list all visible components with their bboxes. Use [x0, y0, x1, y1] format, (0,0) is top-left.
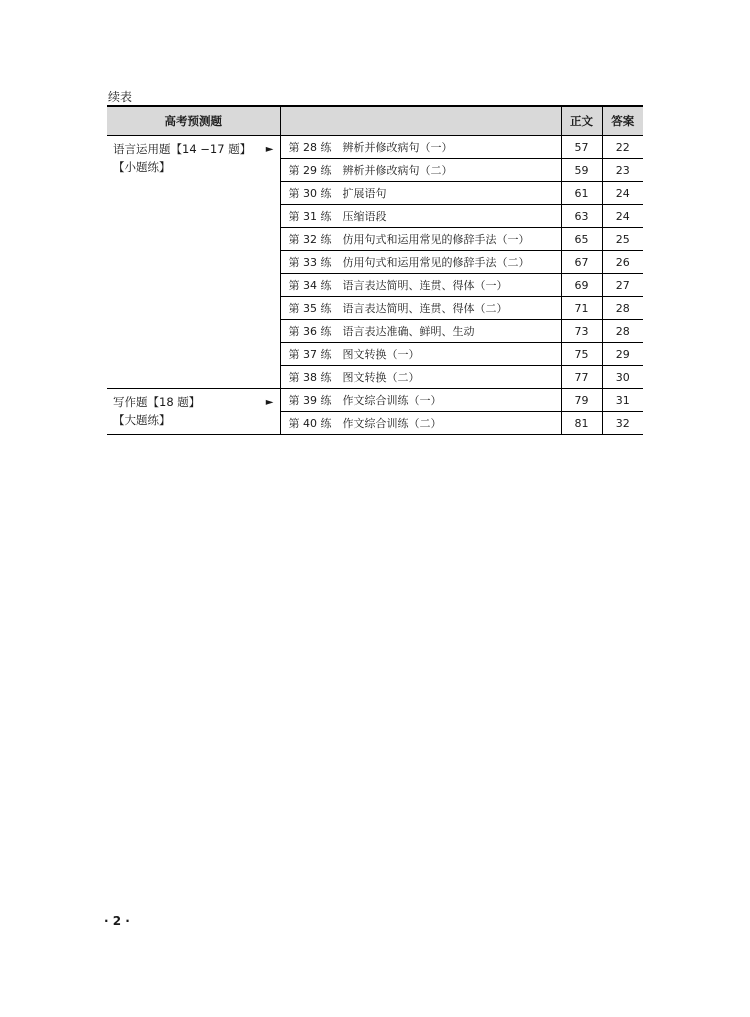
- answer-page: 24: [602, 182, 643, 205]
- exercise-number: 第 40 练: [288, 417, 332, 430]
- answer-page: 32: [602, 412, 643, 435]
- body-page: 69: [561, 274, 602, 297]
- body-page: 81: [561, 412, 602, 435]
- exercise-title: 语言表达简明、连贯、得体（一）: [342, 279, 508, 292]
- body-page: 75: [561, 343, 602, 366]
- answer-page: 26: [602, 251, 643, 274]
- section-subname: 【小题练】: [113, 160, 171, 174]
- exercise-number: 第 38 练: [288, 371, 332, 384]
- header-section: 高考预测题: [107, 106, 280, 136]
- answer-page: 23: [602, 159, 643, 182]
- body-page: 59: [561, 159, 602, 182]
- body-page: 63: [561, 205, 602, 228]
- exercise-number: 第 36 练: [288, 325, 332, 338]
- exercise-title: 图文转换（二）: [342, 371, 420, 384]
- exercise-number: 第 30 练: [288, 187, 332, 200]
- section-subname: 【大题练】: [113, 413, 171, 427]
- answer-page: 27: [602, 274, 643, 297]
- answer-page: 28: [602, 320, 643, 343]
- body-page: 61: [561, 182, 602, 205]
- exercise-title: 图文转换（一）: [342, 348, 420, 361]
- body-page: 79: [561, 389, 602, 412]
- exercise-title: 压缩语段: [342, 210, 387, 223]
- body-page: 73: [561, 320, 602, 343]
- table-row: [107, 389, 643, 412]
- exercise-number: 第 29 练: [288, 164, 332, 177]
- exercise-title: 作文综合训练（二）: [342, 417, 442, 430]
- arrow-right-icon: ►: [265, 144, 274, 155]
- body-page: 65: [561, 228, 602, 251]
- section-cell: [107, 136, 280, 389]
- section-cell: [107, 389, 280, 435]
- exercise-title: 作文综合训练（一）: [342, 394, 442, 407]
- exercise-title: 辨析并修改病句（二）: [342, 164, 453, 177]
- answer-page: 24: [602, 205, 643, 228]
- body-page: 67: [561, 251, 602, 274]
- answer-page: 25: [602, 228, 643, 251]
- exercise-title: 扩展语句: [342, 187, 387, 200]
- exercise-number: 第 39 练: [288, 394, 332, 407]
- header-body-page: 正文: [561, 106, 602, 136]
- body-page: 71: [561, 297, 602, 320]
- exercise-title: 仿用句式和运用常见的修辞手法（一）: [342, 233, 530, 246]
- answer-page: 22: [602, 136, 643, 159]
- exercise-title: 语言表达简明、连贯、得体（二）: [342, 302, 508, 315]
- section-name: 写作题【18 题】: [113, 395, 201, 409]
- arrow-right-icon: ►: [265, 397, 274, 408]
- page-number: · 2 ·: [104, 914, 130, 928]
- answer-page: 28: [602, 297, 643, 320]
- exercise-number: 第 32 练: [288, 233, 332, 246]
- body-page: 77: [561, 366, 602, 389]
- exercise-number: 第 31 练: [288, 210, 332, 223]
- exercise-number: 第 28 练: [288, 141, 332, 154]
- exercise-title: 语言表达准确、鲜明、生动: [342, 325, 475, 338]
- exercise-number: 第 37 练: [288, 348, 332, 361]
- table-header-row: [107, 106, 643, 136]
- exercise-number: 第 35 练: [288, 302, 332, 315]
- exercise-number: 第 34 练: [288, 279, 332, 292]
- section-name: 语言运用题【14 −17 题】: [113, 142, 252, 156]
- header-title: [280, 106, 561, 136]
- answer-page: 31: [602, 389, 643, 412]
- exercise-number: 第 33 练: [288, 256, 332, 269]
- header-answer-page: 答案: [602, 106, 643, 136]
- table-row: [107, 136, 643, 159]
- contents-table: [107, 105, 643, 435]
- answer-page: 30: [602, 366, 643, 389]
- exercise-title: 仿用句式和运用常见的修辞手法（二）: [342, 256, 530, 269]
- exercise-title: 辨析并修改病句（一）: [342, 141, 453, 154]
- answer-page: 29: [602, 343, 643, 366]
- body-page: 57: [561, 136, 602, 159]
- table-caption: 续表: [108, 90, 133, 104]
